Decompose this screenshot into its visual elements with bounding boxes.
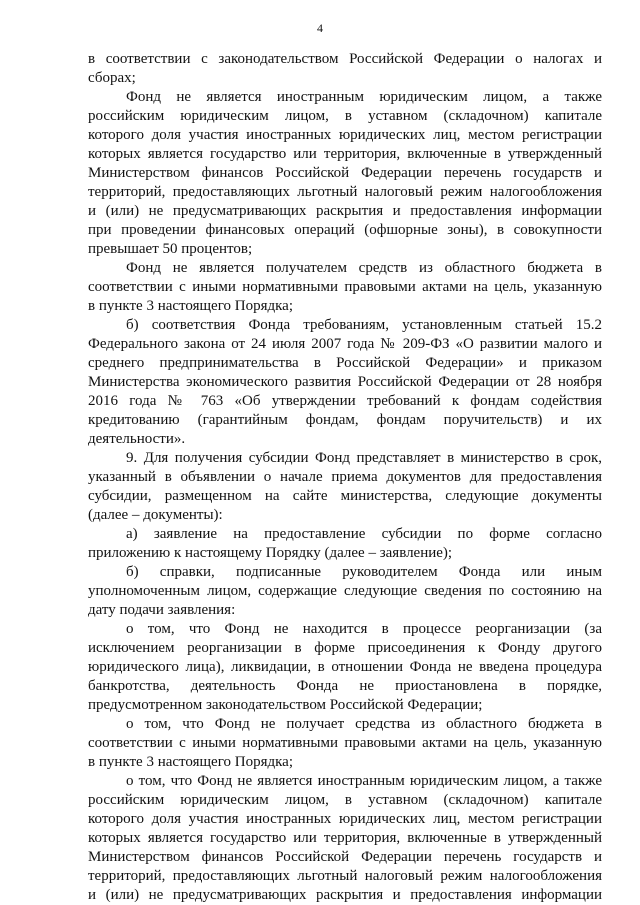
text-line: и (или) не предусматривающих раскрытия и предоставления информации	[88, 887, 602, 903]
text-line: которых является государство или территория, включенные в утвержденный	[88, 830, 602, 846]
text-line: Федерального закона от 24 июля 2007 года № 209-ФЗ «О развитии малого и	[88, 336, 602, 352]
text-line: деятельности».	[88, 431, 186, 447]
page-number: 4	[317, 21, 323, 35]
text-line: б) соответствия Фонда требованиям, установленным статьей 15.2	[126, 317, 602, 333]
text-line: российским юридическим лицом, в уставном (складочном) капитале	[88, 792, 602, 808]
text-line: в соответствии с законодательством Российской Федерации о налогах и	[88, 51, 602, 67]
text-line: которых является государство или территория, включенные в утвержденный	[88, 146, 602, 162]
text-line: кредитованию (гарантийным фондам, фондам поручительств) и их	[88, 412, 602, 428]
text-line: предусмотренном законодательством Российской Федерации;	[88, 697, 483, 713]
text-line: о том, что Фонд не является иностранным юридическим лицом, а также	[126, 773, 602, 789]
document-body	[88, 50, 602, 905]
text-line: б) справки, подписанные руководителем Фонда или иным	[126, 564, 602, 580]
text-line: и (или) не предусматривающих раскрытия и предоставления информации	[88, 203, 602, 219]
text-line: территорий, предоставляющих льготный налоговый режим налогообложения	[88, 868, 602, 884]
text-line: 2016 года № 763 «Об утверждении требований к фондам содействия	[88, 393, 602, 409]
text-line: сборах;	[88, 70, 136, 86]
text-line: а) заявление на предоставление субсидии по форме согласно	[126, 526, 602, 542]
text-line: исключением реорганизации в форме присоединения к Фонду другого	[88, 640, 602, 656]
text-line: в пункте 3 настоящего Порядка;	[88, 754, 293, 770]
text-line: в пункте 3 настоящего Порядка;	[88, 298, 293, 314]
text-line: Министерства экономического развития Российской Федерации от 28 ноября	[88, 374, 602, 390]
text-line: (далее – документы):	[88, 507, 223, 523]
text-line: Фонд не является получателем средств из областного бюджета в	[126, 260, 602, 276]
text-line: юридического лица), ликвидации, в отношении Фонда не введена процедура	[88, 659, 602, 675]
text-line: соответствии с иными нормативными правовыми актами на цель, указанную	[88, 279, 602, 295]
text-line: российским юридическим лицом, в уставном (складочном) капитале	[88, 108, 602, 124]
text-line: о том, что Фонд не получает средства из областного бюджета в	[126, 716, 602, 732]
text-line: которого доля участия иностранных юридических лиц, местом регистрации	[88, 127, 602, 143]
text-line: субсидии, размещенном на сайте министерства, следующие документы	[88, 488, 602, 504]
text-line: Министерством финансов Российской Федерации перечень государств и	[88, 165, 602, 181]
text-line: которого доля участия иностранных юридических лиц, местом регистрации	[88, 811, 602, 827]
text-line: среднего предпринимательства в Российской Федерации» и приказом	[88, 355, 602, 371]
text-line: Министерством финансов Российской Федерации перечень государств и	[88, 849, 602, 865]
text-line: дату подачи заявления:	[88, 602, 236, 618]
text-line: 9. Для получения субсидии Фонд представляет в министерство в срок,	[126, 450, 602, 466]
text-line: Фонд не является иностранным юридическим лицом, а также	[126, 89, 602, 105]
text-line: уполномоченным лицом, содержащие следующие сведения по состоянию на	[88, 583, 602, 599]
text-line: территорий, предоставляющих льготный налоговый режим налогообложения	[88, 184, 602, 200]
text-line: превышает 50 процентов;	[88, 241, 253, 257]
text-line: соответствии с иными нормативными правовыми актами на цель, указанную	[88, 735, 602, 751]
text-line: при проведении финансовых операций (офшорные зоны), в совокупности	[88, 222, 602, 238]
text-line: банкротства, деятельность Фонда не приостановлена в порядке,	[88, 678, 602, 694]
text-line: указанный в объявлении о начале приема документов для предоставления	[88, 469, 602, 485]
text-line: о том, что Фонд не находится в процессе реорганизации (за	[126, 621, 602, 637]
text-line: приложению к настоящему Порядку (далее – заявление);	[88, 545, 453, 561]
